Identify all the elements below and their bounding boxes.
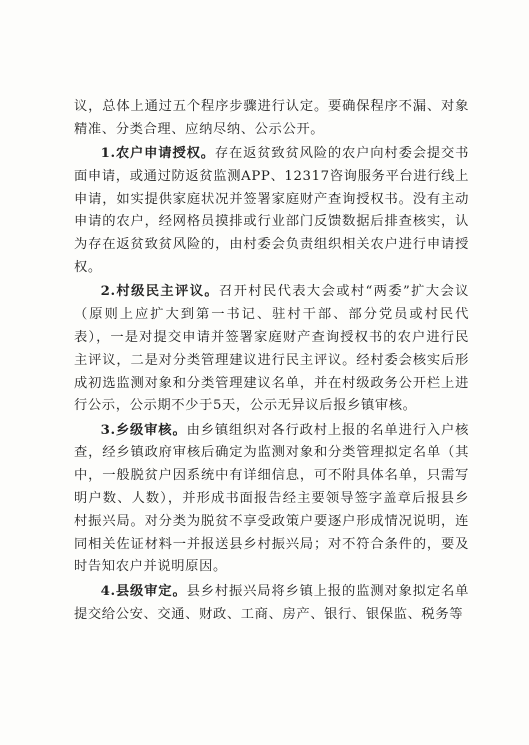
paragraph-step-1 [74,143,469,280]
document-body [74,96,469,628]
paragraph-intro [74,96,469,142]
paragraph-text: 县乡村振兴局将乡镇上报的监测对象拟定名单提交给公安、交通、财政、工商、房产、银行、银保监、税务等 [74,583,469,622]
step-heading: 4.县级审定。 [100,583,187,599]
paragraph-text: 召开村民代表大会或村“两委”扩大会议（原则上应扩大到第一书记、驻村干部、部分党员或村民代表），一是对提交申请并签署家庭财产查询授权书的农户进行民主评议，二是对分类管理建议进行民主评议。经村委会核实后形成初选监测对象和分类管理建议名单，并在村级政务公开栏上进行公示，公示期不少于5天，公示无异议后报乡镇审核。 [74,284,469,414]
step-heading: 1.农户申请授权。 [100,146,215,162]
paragraph-step-3 [74,420,469,580]
paragraph-step-4 [74,581,469,627]
step-heading: 3.乡级审核。 [100,422,187,438]
paragraph-text: 议，总体上通过五个程序步骤进行认定。要确保程序不漏、对象精准、分类合理、应纳尽纳、公示公开。 [74,99,469,137]
paragraph-step-2 [74,281,469,418]
step-heading: 2.村级民主评议。 [100,284,219,300]
paragraph-text: 由乡镇组织对各行政村上报的名单进行入户核查，经乡镇政府审核后确定为监测对象和分类管理拟定名单（其中，一般脱贫户因系统中有详细信息，可不附具体名单，只需写明户数、人数），并形成书面报告经主要领导签字盖章后报县乡村振兴局。对分类为脱贫不享受政策户要逐户形成情况说明，连同相关佐证材料一并报送县乡村振兴局；对不符合条件的，要及时告知农户并说明原因。 [74,422,469,575]
paragraph-text: 存在返贫致贫风险的农户向村委会提交书面申请，或通过防返贫监测APP、12317咨询服务平台进行线上申请，如实提供家庭状况并签署家庭财产查询授权书。没有主动申请的农户，经网格员摸排或行业部门反馈数据后排查核实，认为存在返贫致贫风险的，由村委会负责组织相关农户进行申请授权。 [74,146,469,276]
